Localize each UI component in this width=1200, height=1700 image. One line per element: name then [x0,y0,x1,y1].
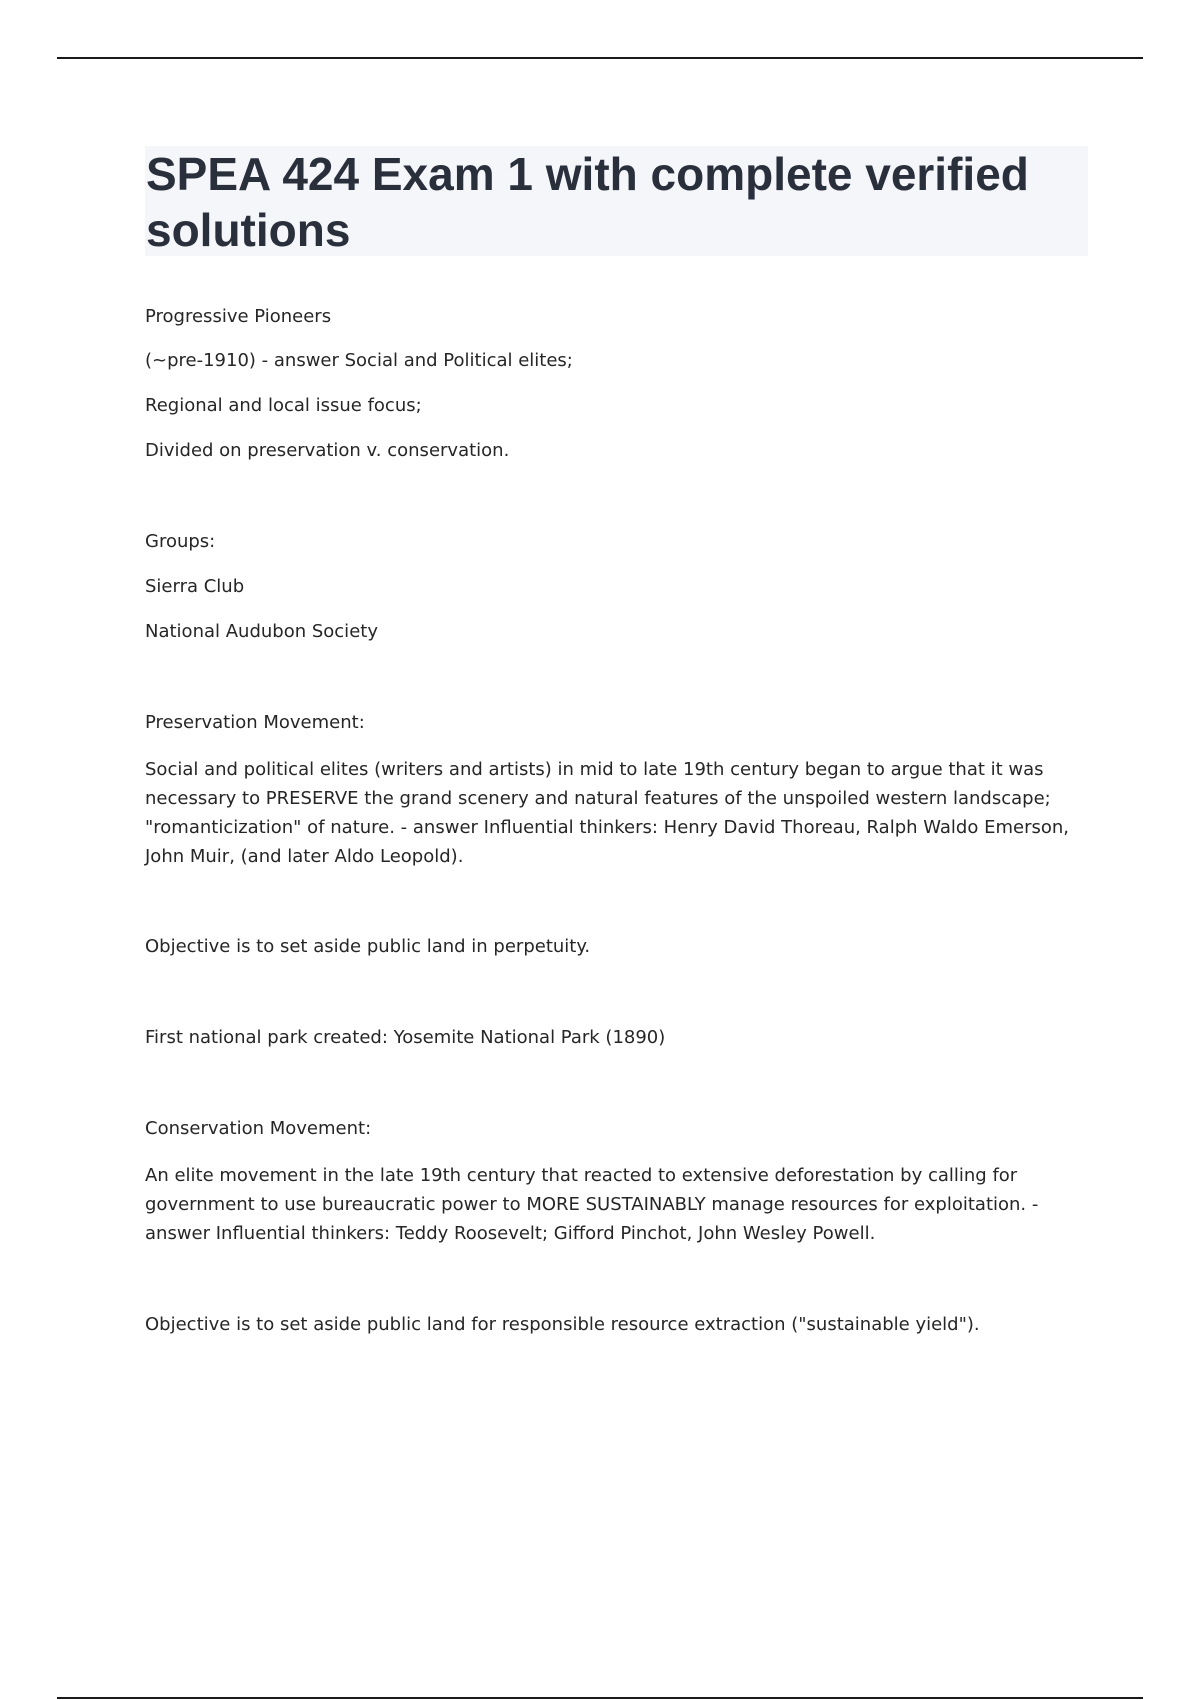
paragraph-regional-focus: Regional and local issue focus; [145,395,422,416]
top-rule [57,57,1143,59]
paragraph-preservation-body: Social and political elites (writers and artists) in mid to late 19th century began to argue that it was necessary to PRESERVE the grand scenery and natural features of the unspoiled western landscape; "romanticization" of nature. - answer Influential thinkers: Henry David Thoreau, Ralph Waldo Emerson, John Muir, (and later Aldo Leopold). [145,759,1069,867]
paragraph-pre-1910: (~pre-1910) - answer Social and Political elites; [145,350,573,371]
paragraph-preservation-heading: Preservation Movement: [145,712,365,733]
paragraph-sierra-club: Sierra Club [145,576,245,597]
paragraph-groups: Groups: [145,531,216,552]
paragraph-divided: Divided on preservation v. conservation. [145,440,510,461]
paragraph-conservation-objective: Objective is to set aside public land for responsible resource extraction ("sustainable yield"). [145,1314,980,1335]
paragraph-audubon: National Audubon Society [145,621,378,642]
paragraph-progressive-pioneers: Progressive Pioneers [145,306,332,327]
paragraph-preservation-objective: Objective is to set aside public land in perpetuity. [145,936,591,957]
paragraph-first-park: First national park created: Yosemite National Park (1890) [145,1027,666,1048]
document-title: SPEA 424 Exam 1 with complete verified solutions [146,148,1029,256]
bottom-rule [57,1697,1143,1699]
paragraph-conservation-body: An elite movement in the late 19th century that reacted to extensive deforestation by calling for government to use bureaucratic power to MORE SUSTAINABLY manage resources for exploitation. - answer Influential thinkers: Teddy Roosevelt; Gifford Pinchot, John Wesley Powell. [145,1165,1039,1244]
paragraph-conservation-heading: Conservation Movement: [145,1118,372,1139]
